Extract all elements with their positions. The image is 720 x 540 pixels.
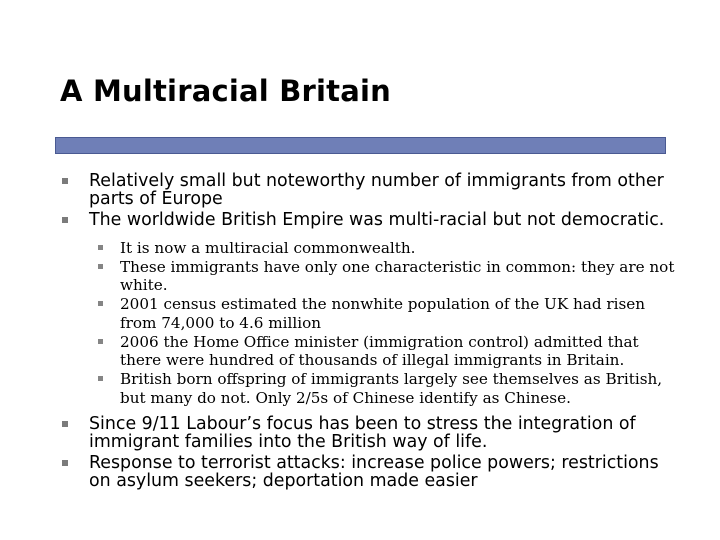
- bullet-list-bottom: [60, 415, 680, 490]
- bullet-list-top: [60, 172, 680, 229]
- sub-bullet-text: 2006 the Home Office minister (immigration control) admitted that there were hundred of thousands of illegal immigrants in Britain.: [120, 332, 639, 370]
- sub-bullet-item: [96, 370, 680, 407]
- sub-bullet-text: These immigrants have only one characteristic in common: they are not white.: [120, 257, 675, 295]
- bullet-item: [60, 415, 680, 451]
- sub-bullet-item: [96, 333, 680, 370]
- slide-title: A Multiracial Britain: [60, 74, 391, 108]
- sub-bullet-item: [96, 295, 680, 332]
- square-bullet-icon: [62, 460, 68, 466]
- square-bullet-icon: [98, 376, 103, 381]
- square-bullet-icon: [62, 217, 68, 223]
- bullet-item: [60, 172, 680, 208]
- square-bullet-icon: [62, 421, 68, 427]
- bullet-item: [60, 454, 680, 490]
- bullet-item: [60, 211, 680, 229]
- square-bullet-icon: [98, 264, 103, 269]
- bullet-text: Since 9/11 Labour’s focus has been to stress the integration of immigrant families into the British way of life.: [89, 414, 636, 453]
- title-underline-bar: [55, 137, 666, 154]
- bullet-text: The worldwide British Empire was multi-racial but not democratic.: [89, 210, 665, 230]
- bullet-text: Response to terrorist attacks: increase police powers; restrictions on asylum seekers; deportation made easier: [89, 453, 659, 492]
- sub-bullet-list: [96, 239, 680, 407]
- sub-bullet-text: 2001 census estimated the nonwhite population of the UK had risen from 74,000 to 4.6 million: [120, 295, 646, 332]
- bullet-text: Relatively small but noteworthy number of immigrants from other parts of Europe: [89, 171, 664, 209]
- slide-body: [60, 172, 680, 493]
- square-bullet-icon: [62, 178, 68, 184]
- sub-bullet-text: British born offspring of immigrants largely see themselves as British, but many do not. Only 2/5s of Chinese identify as Chinese.: [120, 369, 663, 407]
- square-bullet-icon: [98, 339, 103, 344]
- square-bullet-icon: [98, 301, 103, 306]
- sub-bullet-item: [96, 258, 680, 295]
- sub-bullet-text: It is now a multiracial commonwealth.: [120, 239, 416, 257]
- sub-bullet-item: [96, 239, 680, 258]
- square-bullet-icon: [98, 245, 103, 250]
